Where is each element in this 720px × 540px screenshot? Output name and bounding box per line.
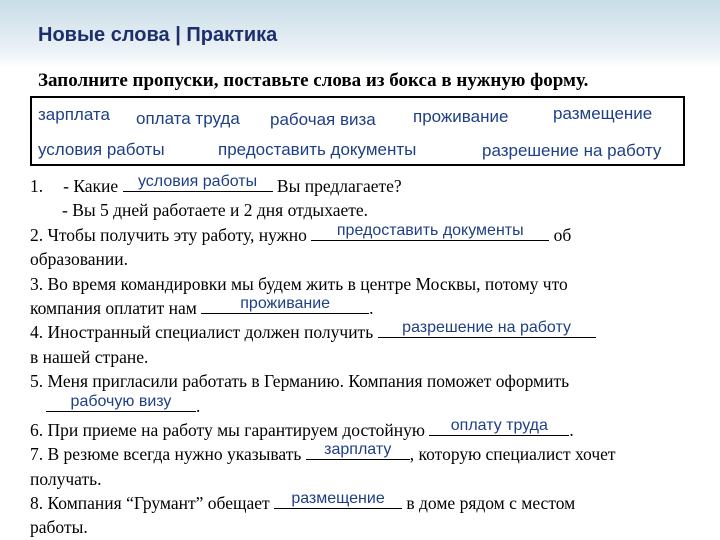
word-box-item: оплата труда [136, 109, 240, 128]
exercise-line [30, 345, 710, 369]
word-box-item: разрешение на работу [482, 141, 662, 160]
answer-text: проживание [240, 294, 331, 312]
answer-text: рабочую визу [70, 392, 172, 410]
text-segment: . [569, 419, 574, 440]
answer-text: оплату труда [450, 416, 548, 434]
text-segment: 5. Меня пригласили работать в Германию. Компания поможет оформить [30, 371, 570, 392]
exercise-line [30, 418, 710, 442]
text-segment: 6. При приеме на работу мы гарантируем достойную [30, 419, 430, 440]
exercise-line [30, 198, 710, 222]
exercise-line [30, 442, 710, 466]
word-box-item: рабочая виза [270, 110, 376, 129]
text-segment: 7. В резюме всегда нужно указывать [30, 444, 306, 465]
word-box-item: зарплата [38, 105, 110, 124]
text-segment: 8. Компания “Грумант” обещает [30, 493, 275, 514]
text-segment: об [549, 224, 572, 245]
word-box [30, 96, 685, 166]
text-segment: работы. [30, 517, 88, 538]
exercise-line [30, 467, 710, 491]
answer-blank[interactable] [378, 319, 596, 338]
word-box-item: условия работы [38, 140, 165, 159]
answer-text: размещение [291, 490, 385, 508]
word-box-item: предоставить документы [218, 140, 417, 159]
text-segment: Вы предлагаете? [272, 176, 402, 196]
text-segment: 3. Во время командировки мы будем жить в центре Москвы, потому что [30, 273, 568, 294]
exercise-line [30, 515, 710, 539]
answer-blank[interactable] [306, 441, 410, 460]
text-segment: - Вы 5 дней работаете и 2 дня отдыхаете. [62, 200, 369, 221]
text-segment: . [369, 297, 374, 318]
text-segment: в доме рядом с местом [402, 493, 576, 514]
answer-blank[interactable] [311, 221, 549, 241]
answer-blank[interactable] [201, 294, 369, 314]
exercise-line [30, 320, 710, 344]
item-number: 1. [30, 176, 44, 196]
exercise-line [30, 247, 710, 271]
text-segment: получать. [30, 468, 102, 489]
answer-blank[interactable] [429, 416, 569, 436]
answer-text: предоставить документы [336, 221, 524, 239]
instruction-text: Заполните пропуски, поставьте слова из бокса в нужную форму. [38, 70, 589, 91]
answer-blank[interactable] [274, 490, 402, 509]
text-segment: . [196, 395, 201, 416]
text-segment: образовании. [30, 249, 129, 270]
slide-title: Новые слова | Практика [38, 24, 278, 46]
exercise-line [30, 369, 710, 393]
answer-blank[interactable] [46, 392, 196, 412]
answer-text: условия работы [137, 173, 258, 190]
text-segment: - Какие [63, 176, 123, 196]
answer-text: разрешение на работу [402, 319, 571, 337]
word-box-item: проживание [413, 107, 509, 126]
text-segment: компания оплатит нам [30, 297, 202, 318]
exercise-line [30, 491, 710, 515]
word-box-item: размещение [553, 104, 653, 123]
answer-text: зарплату [324, 441, 392, 459]
exercise-line [30, 223, 710, 247]
answer-blank[interactable] [123, 173, 273, 192]
text-segment: 4. Иностранный специалист должен получить [30, 322, 378, 343]
exercise-line [30, 272, 710, 296]
exercise-line [30, 394, 710, 418]
exercise-line [30, 174, 710, 198]
text-segment: 2. Чтобы получить эту работу, нужно [30, 224, 312, 245]
text-segment: , которую специалист хочет [409, 444, 616, 465]
text-segment: в нашей стране. [30, 346, 149, 367]
exercise-text [30, 174, 710, 540]
exercise-line [30, 296, 710, 320]
